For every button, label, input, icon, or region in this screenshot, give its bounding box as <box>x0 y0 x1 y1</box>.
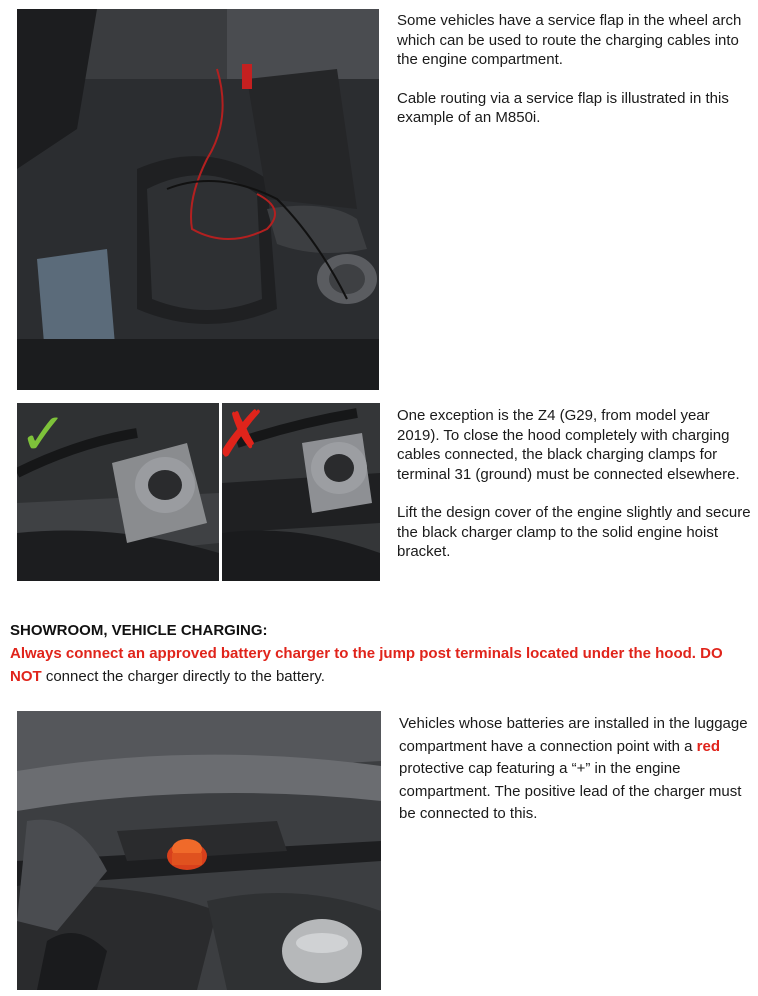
service-flap-para-2: Cable routing via a service flap is illustrated in this example of an M850i. <box>397 89 729 126</box>
terminal-text-after: protective cap featuring a “+” in the engine compartment. The positive lead of the charger must be connected to this. <box>399 760 742 822</box>
z4-clamp-comparison-photo <box>17 403 380 581</box>
check-mark-icon: ✓ <box>19 403 68 468</box>
service-flap-text <box>397 11 747 128</box>
z4-exception-text <box>397 406 752 562</box>
z4-exception-para-2: Lift the design cover of the engine slightly and secure the black charger clamp to the solid engine hoist bracket. <box>397 504 751 560</box>
positive-terminal-photo <box>17 711 381 990</box>
cross-mark-icon: ✗ <box>215 403 269 472</box>
z4-exception-para-1: One exception is the Z4 (G29, from model year 2019). To close the hood completely with charging cables connected, the black charging clamps for terminal 31 (ground) must be connected elsewhere. <box>397 407 740 483</box>
terminal-text-before: Vehicles whose batteries are installed in the luggage compartment have a connection point with a <box>399 715 748 755</box>
warning-red-text: Always connect an approved battery charger to the jump post terminals located under the hood. DO NOT <box>10 645 723 685</box>
positive-terminal-text <box>399 713 749 826</box>
warning-plain-text: connect the charger directly to the battery. <box>41 668 325 685</box>
showroom-heading: SHOWROOM, VEHICLE CHARGING: <box>10 622 268 639</box>
showroom-warning <box>10 642 745 688</box>
terminal-text-red: red <box>696 737 721 755</box>
engine-compartment-photo <box>17 9 379 390</box>
service-flap-para-1: Some vehicles have a service flap in the wheel arch which can be used to route the charging cables into the engine compartment. <box>397 12 742 68</box>
